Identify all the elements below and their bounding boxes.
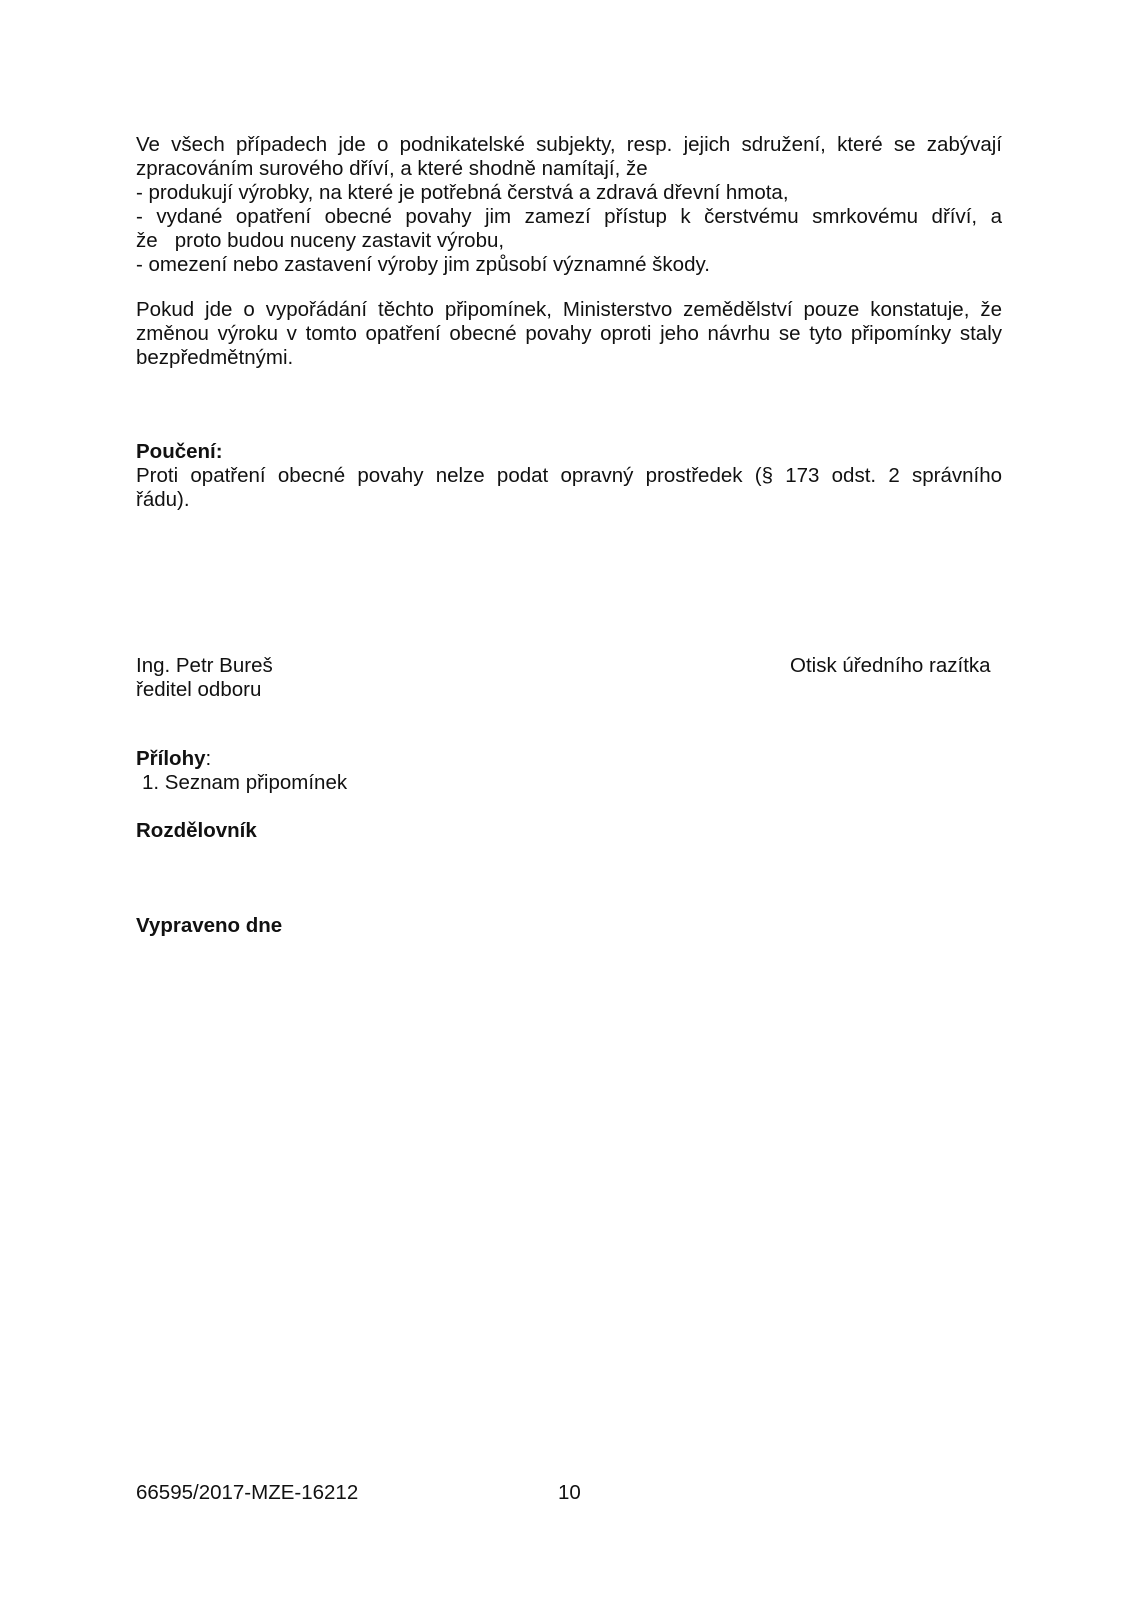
text-line: řádu). xyxy=(136,488,190,511)
text-line: změnou výroku v tomto opatření obecné povahy oproti jeho návrhu se tyto připomínky staly xyxy=(136,322,1002,345)
attachments-colon: : xyxy=(205,747,212,770)
footer-page-number: 10 xyxy=(558,1481,581,1504)
text-line: že proto budou nuceny zastavit výrobu, xyxy=(136,229,505,252)
text-line: - produkují výrobky, na které je potřebná čerstvá a zdravá dřevní hmota, xyxy=(136,181,789,204)
distribution-heading: Rozdělovník xyxy=(136,819,257,842)
paragraph-resolution xyxy=(136,298,1002,370)
text-line: bezpředmětnými. xyxy=(136,346,294,369)
attachment-item: 1. Seznam připomínek xyxy=(142,771,348,794)
attachments-section xyxy=(136,747,1002,795)
text-line: Pokud jde o vypořádání těchto připomínek, Ministerstvo zemědělství pouze konstatuje, že xyxy=(136,298,1002,321)
attachments-heading: Přílohy xyxy=(136,747,206,770)
signatory-name: Ing. Petr Bureš xyxy=(136,654,273,677)
text-line: Ve všech případech jde o podnikatelské subjekty, resp. jejich sdružení, které se zabývají xyxy=(136,133,1002,156)
text-line: - omezení nebo zastavení výroby jim způsobí významné škody. xyxy=(136,253,710,276)
instruction-section xyxy=(136,440,1002,512)
text-line: - vydané opatření obecné povahy jim zamezí přístup k čerstvému smrkovému dříví, a xyxy=(136,205,1002,228)
paragraph-objections xyxy=(136,133,1002,277)
text-line: Proti opatření obecné povahy nelze podat opravný prostředek (§ 173 odst. 2 správního xyxy=(136,464,1002,487)
instruction-heading: Poučení: xyxy=(136,440,223,463)
footer-reference: 66595/2017-MZE-16212 xyxy=(136,1481,359,1504)
text-line: zpracováním surového dříví, a které shodně namítají, že xyxy=(136,157,648,180)
signatory-role: ředitel odboru xyxy=(136,678,262,701)
stamp-note: Otisk úředního razítka xyxy=(790,654,991,677)
dispatch-heading: Vypraveno dne xyxy=(136,914,283,937)
